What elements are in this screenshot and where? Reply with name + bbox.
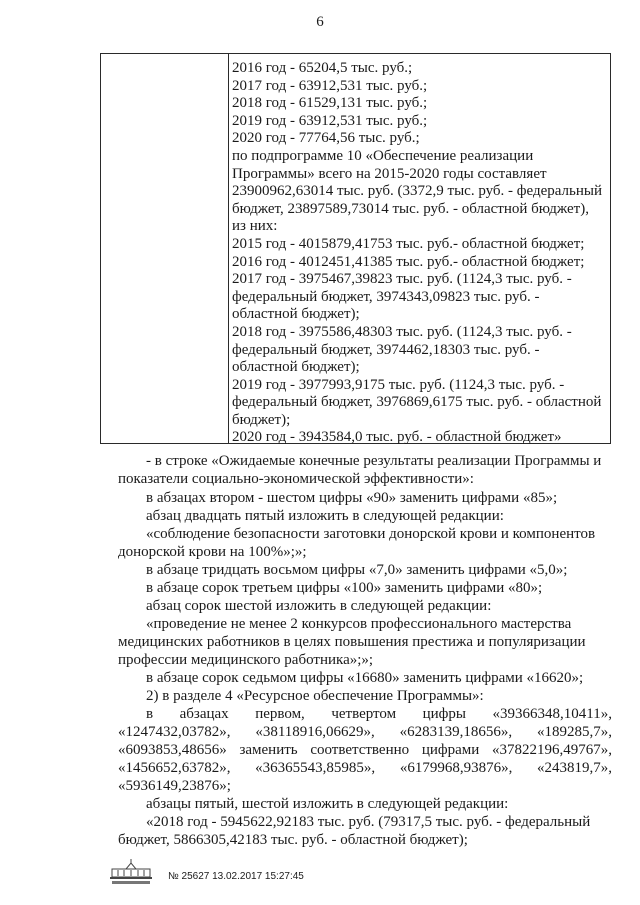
word: четвертом xyxy=(331,706,397,722)
table-cell-line: 2020 год - 3943584,0 тыс. руб. - областной бюджет» xyxy=(232,429,562,446)
table-cell-line: 2016 год - 4012451,41385 тыс. руб.- областной бюджет; xyxy=(232,253,585,270)
paragraph: профессии медицинского работника»;»; xyxy=(118,652,374,668)
table-cell-line: из них: xyxy=(232,218,278,235)
word: «1247432,03782», xyxy=(118,724,231,740)
word: заменить xyxy=(239,742,298,758)
justified-line xyxy=(118,741,612,759)
word: «243819,7», xyxy=(536,760,612,776)
word: «39366348,10411», xyxy=(492,706,612,722)
word: «189285,7», xyxy=(536,724,612,740)
paragraph: абзац сорок шестой изложить в следующей редакции: xyxy=(146,598,492,614)
table-cell-line: федеральный бюджет, 3974343,09823 тыс. руб. - xyxy=(232,288,540,305)
paragraph: абзацы пятый, шестой изложить в следующей редакции: xyxy=(146,796,509,812)
justified-line xyxy=(146,705,612,723)
building-emblem-icon xyxy=(108,858,154,886)
table-cell-line: 2019 год - 3977993,9175 тыс. руб. (1124,3 тыс. руб. - xyxy=(232,376,565,393)
word: цифры xyxy=(422,706,466,722)
page-number: 6 xyxy=(316,14,324,30)
table-cell-line: федеральный бюджет, 3976869,6175 тыс. руб. - областной xyxy=(232,394,602,411)
paragraph: «2018 год - 5945622,92183 тыс. руб. (79317,5 тыс. руб. - федеральный xyxy=(146,814,591,830)
word: в xyxy=(146,706,154,722)
paragraph: «соблюдение безопасности заготовки донорской крови и компонентов xyxy=(146,526,596,542)
table-cell-line: областной бюджет); xyxy=(232,359,360,376)
table-cell-line: бюджет, 23897589,73014 тыс. руб. - областной бюджет), xyxy=(232,200,589,217)
table-cell-line: 2018 год - 3975586,48303 тыс. руб. (1124,3 тыс. руб. - xyxy=(232,323,572,340)
paragraph: «проведение не менее 2 конкурсов профессионального мастерства xyxy=(146,616,572,632)
paragraph: в абзаце сорок седьмом цифры «16680» заменить цифрами «16620»; xyxy=(146,670,584,686)
financing-table xyxy=(100,53,611,444)
word: «6179968,93876», xyxy=(399,760,513,776)
justified-line xyxy=(118,759,612,777)
table-cell-line: 2020 год - 77764,56 тыс. руб.; xyxy=(232,130,420,147)
table-column-divider xyxy=(228,54,229,443)
table-cell-line: 23900962,63014 тыс. руб. (3372,9 тыс. руб. - федеральный xyxy=(232,183,603,200)
word: цифрами xyxy=(421,742,480,758)
paragraph: 2) в разделе 4 «Ресурсное обеспечение Программы»: xyxy=(146,688,484,704)
table-cell-line: областной бюджет); xyxy=(232,306,360,323)
word: соответственно xyxy=(310,742,410,758)
paragraph: донорской крови на 100%»;»; xyxy=(118,544,307,560)
word: «6283139,18656», xyxy=(399,724,513,740)
paragraph: в абзацах втором - шестом цифры «90» заменить цифрами «85»; xyxy=(146,490,558,506)
table-cell-line: 2018 год - 61529,131 тыс. руб.; xyxy=(232,95,428,112)
paragraph: бюджет, 5866305,42183 тыс. руб. - областной бюджет); xyxy=(118,832,468,848)
word: «1456652,63782», xyxy=(118,760,231,776)
table-cell-line: 2017 год - 63912,531 тыс. руб.; xyxy=(232,77,428,94)
word: «37822196,49767», xyxy=(491,742,612,758)
paragraph: - в строке «Ожидаемые конечные результаты реализации Программы и xyxy=(146,453,602,469)
table-cell-line: Программы» всего на 2015-2020 годы составляет xyxy=(232,165,547,182)
table-cell-line: 2016 год - 65204,5 тыс. руб.; xyxy=(232,60,413,76)
document-registration-stamp: № 25627 13.02.2017 15:27:45 xyxy=(168,871,304,882)
table-cell-line: бюджет); xyxy=(232,411,291,428)
justified-line xyxy=(118,723,612,741)
table-cell-line: 2019 год - 63912,531 тыс. руб.; xyxy=(232,112,428,129)
paragraph: абзац двадцать пятый изложить в следующей редакции: xyxy=(146,508,504,524)
paragraph: в абзаце тридцать восьмом цифры «7,0» заменить цифрами «5,0»; xyxy=(146,562,568,578)
word: «6093853,48656» xyxy=(118,742,227,758)
word: абзацах xyxy=(179,706,229,722)
table-cell-line: по подпрограмме 10 «Обеспечение реализации xyxy=(232,147,534,164)
paragraph: показатели социально-экономической эффективности»: xyxy=(118,471,474,487)
word: «38118916,06629», xyxy=(255,724,375,740)
paragraph: медицинских работников в целях повышения престижа и популяризации xyxy=(118,634,586,650)
paragraph: в абзаце сорок третьем цифры «100» заменить цифрами «80»; xyxy=(146,580,543,596)
paragraph: «5936149,23876»; xyxy=(118,778,231,794)
word: первом, xyxy=(255,706,305,722)
table-cell-line: 2017 год - 3975467,39823 тыс. руб. (1124,3 тыс. руб. - xyxy=(232,271,572,288)
table-cell xyxy=(232,60,610,447)
table-cell-line: 2015 год - 4015879,41753 тыс. руб.- областной бюджет; xyxy=(232,235,585,252)
table-cell-line: федеральный бюджет, 3974462,18303 тыс. руб. - xyxy=(232,341,540,358)
word: «36365543,85985», xyxy=(255,760,376,776)
